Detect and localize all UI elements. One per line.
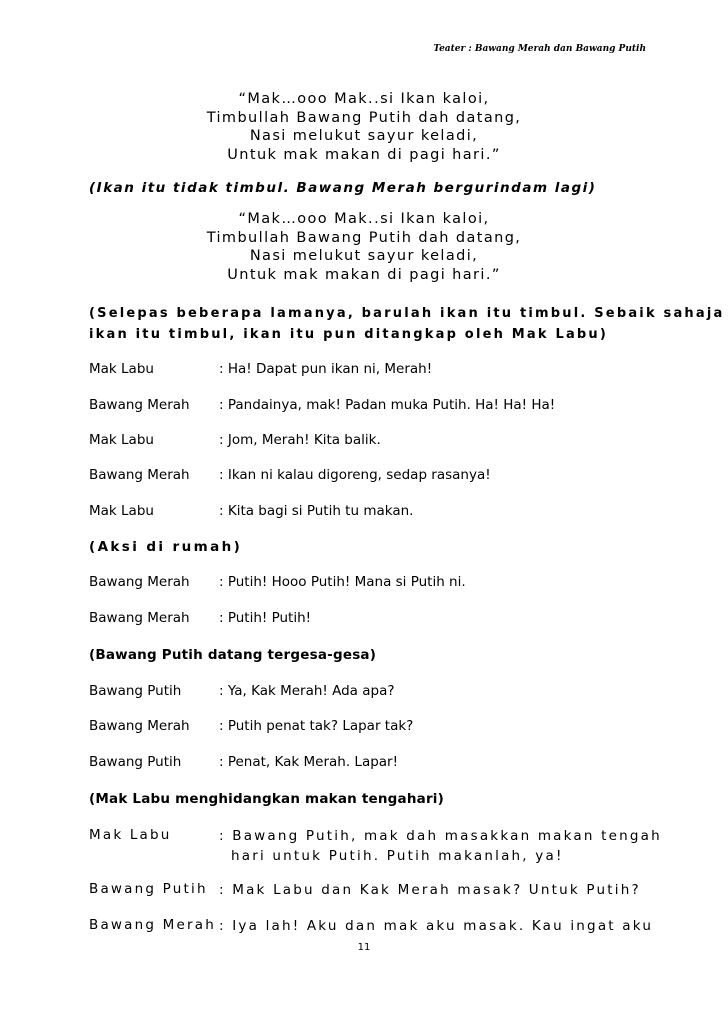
page-number: 11 [357, 942, 371, 953]
speaker-name: Bawang Merah [89, 610, 190, 626]
verse-line: Timbullah Bawang Putih dah datang, [206, 229, 522, 246]
stage-direction-4: (Bawang Putih datang tergesa-gesa) [89, 647, 377, 663]
dialogue-text: : Penat, Kak Merah. Lapar! [219, 754, 399, 770]
verse-block-2 [0, 210, 728, 284]
stage-direction-3: (Aksi di rumah) [89, 539, 243, 555]
dialogue-text: : Kita bagi si Putih tu makan. [219, 503, 414, 519]
dialogue-text: : Ha! Dapat pun ikan ni, Merah! [219, 361, 433, 377]
stage-direction-5: (Mak Labu menghidangkan makan tengahari) [89, 791, 445, 807]
speaker-name: Bawang Merah [89, 917, 216, 933]
speaker-name: Bawang Merah [89, 397, 190, 413]
speaker-name: Bawang Merah [89, 574, 190, 590]
dialogue-text: : Putih! Hooo Putih! Mana si Putih ni. [219, 574, 466, 590]
dialogue-text: : Iya lah! Aku dan mak aku masak. Kau ingat aku [219, 918, 654, 934]
stage-line: (Selepas beberapa lamanya, barulah ikan itu timbul. Sebaik sahaja [89, 306, 725, 321]
speaker-name: Bawang Merah [89, 718, 190, 734]
dialogue-text: : Pandainya, mak! Padan muka Putih. Ha! Ha! Ha! [219, 397, 556, 413]
running-header: Teater : Bawang Merah dan Bawang Putih [433, 44, 646, 54]
verse-line: Untuk mak makan di pagi hari.” [227, 266, 501, 283]
dialogue-text: : Putih! Putih! [219, 610, 312, 626]
verse-line: Untuk mak makan di pagi hari.” [227, 146, 501, 163]
stage-direction-2 [89, 303, 725, 345]
speaker-name: Bawang Merah [89, 467, 190, 483]
verse-line: “Mak…ooo Mak..si Ikan kaloi, [238, 211, 490, 227]
verse-line: Timbullah Bawang Putih dah datang, [206, 109, 522, 126]
speaker-name: Mak Labu [89, 361, 154, 377]
dialogue-text: : Ikan ni kalau digoreng, sedap rasanya! [219, 467, 491, 483]
speaker-name: Bawang Putih [89, 881, 208, 897]
stage-direction-1: (Ikan itu tidak timbul. Bawang Merah bergurindam lagi) [89, 180, 597, 196]
verse-line: Nasi melukut sayur keladi, [249, 248, 479, 264]
speaker-name: Mak Labu [89, 432, 154, 448]
stage-line: ikan itu timbul, ikan itu pun ditangkap oleh Mak Labu) [89, 327, 609, 342]
dialogue-text-continued: hari untuk Putih. Putih makanlah, ya! [231, 848, 564, 864]
speaker-name: Bawang Putih [89, 754, 182, 770]
dialogue-text: : Putih penat tak? Lapar tak? [219, 718, 414, 734]
speaker-name: Mak Labu [89, 827, 172, 843]
dialogue-text: : Bawang Putih, mak dah masakkan makan tengah [219, 828, 662, 844]
speaker-name: Mak Labu [89, 503, 154, 519]
verse-block-1 [0, 90, 728, 164]
dialogue-text: : Jom, Merah! Kita balik. [219, 432, 381, 448]
verse-line: “Mak…ooo Mak..si Ikan kaloi, [238, 91, 490, 107]
dialogue-text: : Ya, Kak Merah! Ada apa? [219, 683, 395, 699]
speaker-name: Bawang Putih [89, 683, 182, 699]
verse-line: Nasi melukut sayur keladi, [249, 128, 479, 144]
dialogue-text: : Mak Labu dan Kak Merah masak? Untuk Putih? [219, 882, 641, 898]
